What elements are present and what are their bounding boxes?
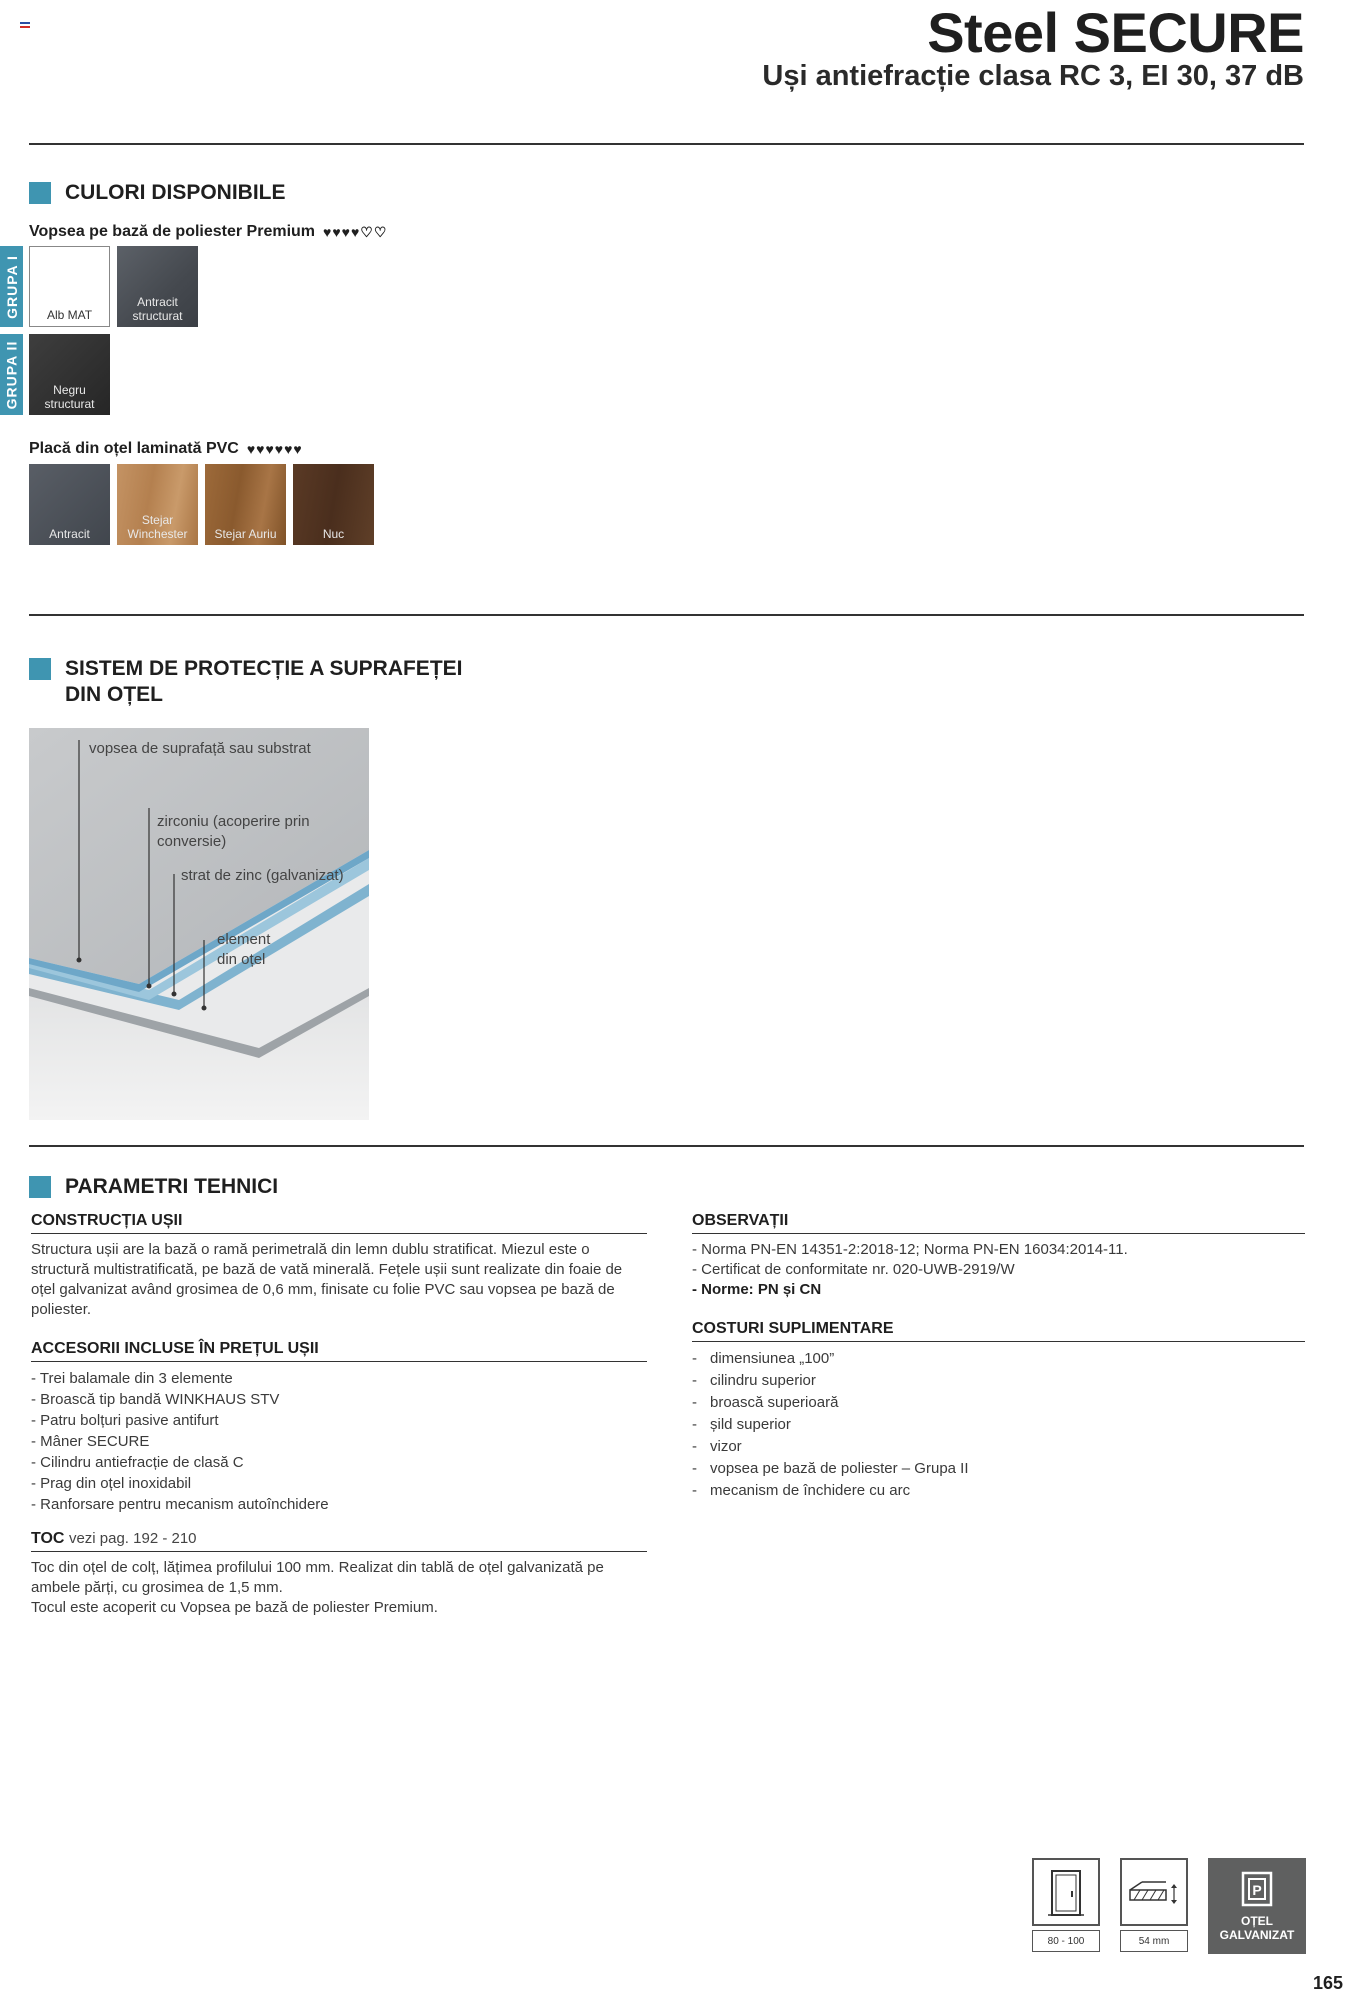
section-marker-icon <box>29 182 51 204</box>
section-marker-icon <box>29 1176 51 1198</box>
swatch-antracit-structurat: Antracit structurat <box>117 246 198 327</box>
toc-block <box>31 1530 647 1618</box>
section-marker-icon <box>29 658 51 680</box>
leader-dot <box>77 958 82 963</box>
list-item: - Prag din oțel inoxidabil <box>31 1475 192 1492</box>
door-icon <box>1044 1867 1088 1917</box>
divider <box>29 143 1304 145</box>
toc-page-ref: vezi pag. 192 - 210 <box>68 1530 197 1547</box>
thickness-icon <box>1126 1872 1182 1912</box>
svg-text:P: P <box>1252 1882 1262 1898</box>
leader-dot <box>147 984 152 989</box>
protection-section-title: SISTEM DE PROTECȚIE A SUPRAFEȚEI DIN OȚEL <box>65 657 463 706</box>
extra-costs-block <box>692 1320 1305 1502</box>
accessories-block <box>31 1340 647 1515</box>
polyester-rating: ♥♥♥♥♡♡ <box>323 223 388 240</box>
page-subtitle: Uși antiefracție clasa RC 3, EI 30, 37 dB <box>762 60 1304 92</box>
list-item: - șild superior <box>692 1414 1305 1436</box>
swatch-stejar-winchester: Stejar Winchester <box>117 464 198 545</box>
toc-heading: TOC vezi pag. 192 - 210 <box>31 1530 647 1552</box>
label-zinc: strat de zinc (galvanizat) <box>181 867 344 884</box>
galvanized-steel-icon <box>1240 1870 1274 1908</box>
label-steel-2: din oțel <box>217 951 266 968</box>
leader-dot <box>202 1006 207 1011</box>
protection-section-header <box>29 656 462 708</box>
list-item: - Cilindru antiefracție de clasă C <box>31 1454 244 1471</box>
toc-text-1: Toc din oțel de colț, lățimea profilului 100 mm. Realizat din tablă de oțel galvanizată pe ambele părți, cu grosimea de 1,5 mm. <box>31 1559 604 1596</box>
pvc-label: Placă din oțel laminată PVC ♥♥♥♥♥♥ <box>29 440 303 457</box>
swatch-alb-mat: Alb MAT <box>29 246 110 327</box>
list-item: - vopsea pe bază de poliester – Grupa II <box>692 1458 1305 1480</box>
colors-section-header <box>29 180 286 206</box>
toc-text-2: Tocul este acoperit cu Vopsea pe bază de poliester Premium. <box>31 1599 438 1616</box>
galvanized-label-2: GALVANIZAT <box>1219 1928 1295 1942</box>
observations-list <box>692 1240 1305 1300</box>
swatch-nuc: Nuc <box>293 464 374 545</box>
accessories-heading: ACCESORII INCLUSE ÎN PREȚUL UȘII <box>31 1340 647 1362</box>
group-2-tab: GRUPA II <box>0 334 23 415</box>
group-1-tab: GRUPA I <box>0 246 23 327</box>
thickness-badge <box>1120 1858 1188 1926</box>
label-zirconium-2: conversie) <box>157 833 227 850</box>
list-item: - vizor <box>692 1436 1305 1458</box>
construction-text: Structura ușii are la bază o ramă perimetrală din lemn dublu stratificat. Miezul este o structură multistratificată, pe bază de vată minerală. Fețele ușii sunt realizate din foaie de oțel galvanizat având grosimea de 0,6 mm, finisate cu folie PVC sau vopsea pe bază de poliester. <box>31 1241 623 1318</box>
list-item: - Mâner SECURE <box>31 1433 150 1450</box>
list-item: - broască superioară <box>692 1392 1305 1414</box>
swatch-negru-structurat: Negru structurat <box>29 334 110 415</box>
list-item: - mecanism de închidere cu arc <box>692 1480 1305 1502</box>
observations-heading: OBSERVAȚII <box>692 1212 1305 1234</box>
list-item: - dimensiunea „100” <box>692 1348 1305 1370</box>
leader-dot <box>172 992 177 997</box>
list-item: - Trei balamale din 3 elemente <box>31 1370 233 1387</box>
pvc-rating: ♥♥♥♥♥♥ <box>246 441 303 457</box>
label-steel-1: element <box>217 931 271 948</box>
page-title: Steel SECURE <box>927 1 1304 64</box>
language-flag-icon <box>20 22 30 29</box>
construction-block <box>31 1212 647 1320</box>
door-width-badge <box>1032 1858 1100 1926</box>
extra-costs-list <box>692 1348 1305 1502</box>
observations-block <box>692 1212 1305 1300</box>
colors-section-title: CULORI DISPONIBILE <box>65 181 286 204</box>
divider <box>29 1145 1304 1147</box>
list-item: - Broască tip bandă WINKHAUS STV <box>31 1391 280 1408</box>
tech-section-title: PARAMETRI TEHNICI <box>65 1175 279 1198</box>
list-item: - Norma PN-EN 14351-2:2018-12; Norma PN-EN 16034:2014-11. <box>692 1241 1128 1258</box>
norms-line: - Norme: PN și CN <box>692 1281 822 1298</box>
thickness-caption: 54 mm <box>1120 1930 1188 1952</box>
swatch-pvc-antracit: Antracit <box>29 464 110 545</box>
surface-protection-diagram <box>29 728 369 1120</box>
list-item: - Ranforsare pentru mecanism autoînchidere <box>31 1496 329 1513</box>
accessories-list <box>31 1368 647 1515</box>
polyester-label: Vopsea pe bază de poliester Premium ♥♥♥♥♡♡ <box>29 223 388 240</box>
extra-costs-heading: COSTURI SUPLIMENTARE <box>692 1320 1305 1342</box>
swatch-stejar-auriu: Stejar Auriu <box>205 464 286 545</box>
construction-heading: CONSTRUCȚIA UȘII <box>31 1212 647 1234</box>
galvanized-label-1: OȚEL <box>1241 1914 1273 1928</box>
door-width-caption: 80 - 100 <box>1032 1930 1100 1952</box>
list-item: - Patru bolțuri pasive antifurt <box>31 1412 219 1429</box>
list-item: - cilindru superior <box>692 1370 1305 1392</box>
tech-section-header <box>29 1174 278 1200</box>
page-number: 165 <box>1312 1973 1343 1993</box>
galvanized-steel-badge <box>1208 1858 1306 1954</box>
label-zirconium-1: zirconiu (acoperire prin <box>157 813 310 830</box>
list-item: - Certificat de conformitate nr. 020-UWB-2919/W <box>692 1261 1015 1278</box>
divider <box>29 614 1304 616</box>
label-paint: vopsea de suprafață sau substrat <box>89 740 311 757</box>
